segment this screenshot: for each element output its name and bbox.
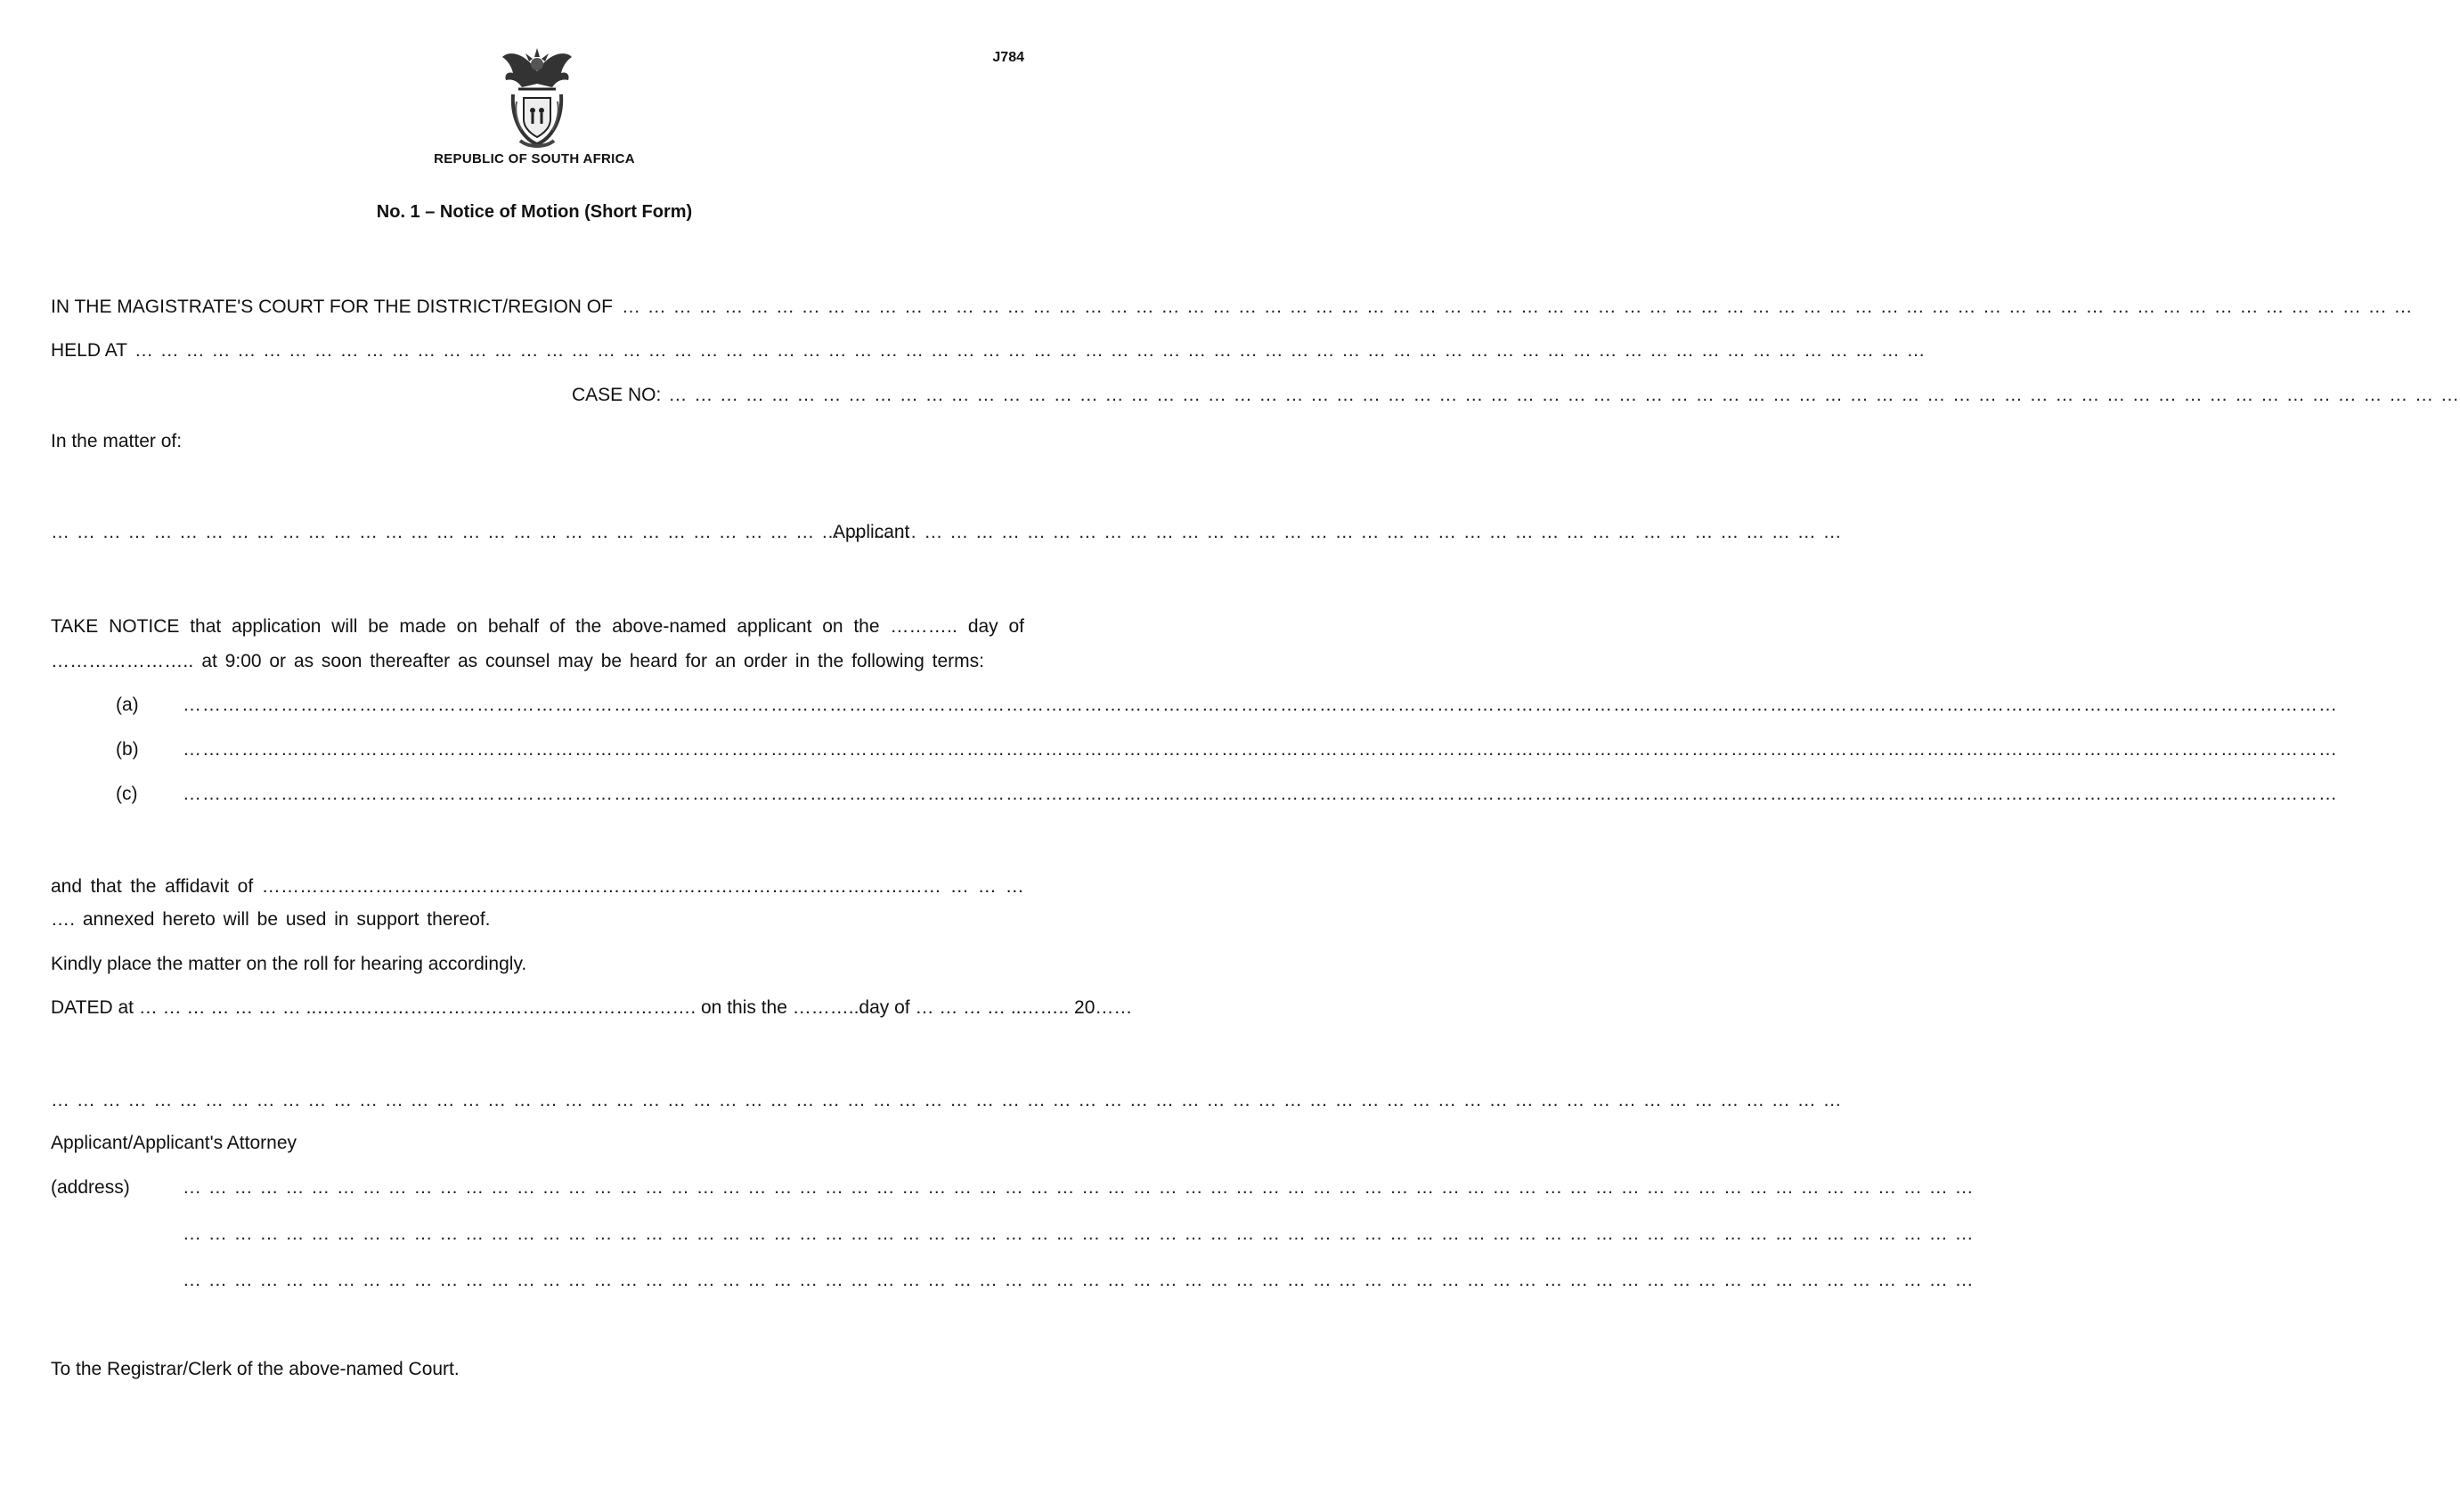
term-b-label: (b): [116, 739, 139, 760]
closing-line: To the Registrar/Clerk of the above-named Court.: [51, 1359, 460, 1379]
dated-year[interactable]: 20……: [1074, 997, 1133, 1018]
term-c-label: (c): [116, 784, 138, 804]
applicant-name-blank[interactable]: [51, 520, 763, 545]
term-a-label: (a): [116, 695, 139, 715]
signature-blank[interactable]: [51, 1088, 398, 1113]
held-at-label: HELD AT: [51, 340, 127, 361]
district-row: [51, 295, 1024, 320]
affidavit-text-1: and that the affidavit of: [51, 876, 254, 897]
take-notice-text-1: TAKE NOTICE that application will be made on behalf of the above-named applicant on the: [51, 616, 880, 637]
term-b-blank[interactable]: [183, 737, 1024, 762]
address-label: (address): [51, 1177, 130, 1198]
case-no-row: [572, 383, 1024, 408]
held-at-blank[interactable]: [134, 338, 1926, 363]
take-notice-text-2: day of: [967, 616, 1024, 637]
notice-of-motion-form: [0, 0, 1133, 1512]
notice-month-blank[interactable]: …………………..: [51, 651, 194, 671]
take-notice-text-3: at 9:00 or as soon thereafter as counsel may be heard for an order in the following terms:: [201, 651, 984, 671]
district-label: IN THE MAGISTRATE'S COURT FOR THE DISTRICT/REGION OF: [51, 297, 613, 317]
coat-of-arms-emblem: [499, 45, 575, 151]
applicant-label: Applicant: [833, 522, 910, 542]
form-code: J784: [992, 50, 1024, 65]
address-line-1[interactable]: [183, 1175, 868, 1200]
term-c-blank[interactable]: [183, 782, 1024, 807]
signature-label: Applicant/Applicant's Attorney: [51, 1133, 297, 1153]
dated-place-blank[interactable]: … … … … … … … ..……………………………………………………: [138, 997, 691, 1018]
notice-day-blank[interactable]: ………..: [890, 616, 958, 637]
case-no-label: CASE NO:: [572, 385, 662, 405]
address-line-3[interactable]: [183, 1268, 868, 1293]
dated-label: DATED at: [51, 997, 134, 1018]
dated-on-this: . on this the: [690, 997, 787, 1018]
affidavit-paragraph: [51, 870, 1024, 936]
matter-intro: In the matter of:: [51, 431, 183, 451]
case-no-blank[interactable]: [668, 383, 2460, 408]
kindly-place-text: Kindly place the matter on the roll for hearing accordingly.: [51, 954, 527, 974]
dated-day-of: day of: [859, 997, 910, 1018]
district-blank[interactable]: [622, 295, 2414, 320]
republic-heading: REPUBLIC OF SOUTH AFRICA: [434, 151, 635, 167]
take-notice-paragraph: [51, 609, 1024, 679]
dated-row: [51, 996, 1132, 1020]
affidavit-name-blank[interactable]: ……………………………………………………………………………………………… … … … …: [51, 876, 1025, 930]
dated-day-blank[interactable]: ………..: [792, 997, 859, 1018]
form-title: No. 1 – Notice of Motion (Short Form): [376, 202, 693, 222]
address-line-2[interactable]: [183, 1222, 868, 1247]
affidavit-text-2: . annexed hereto will be used in support thereof.: [69, 909, 491, 930]
held-at-row: [51, 338, 1024, 363]
dated-month-blank[interactable]: … … … … ..……..: [915, 997, 1070, 1018]
term-a-blank[interactable]: [183, 693, 1024, 718]
